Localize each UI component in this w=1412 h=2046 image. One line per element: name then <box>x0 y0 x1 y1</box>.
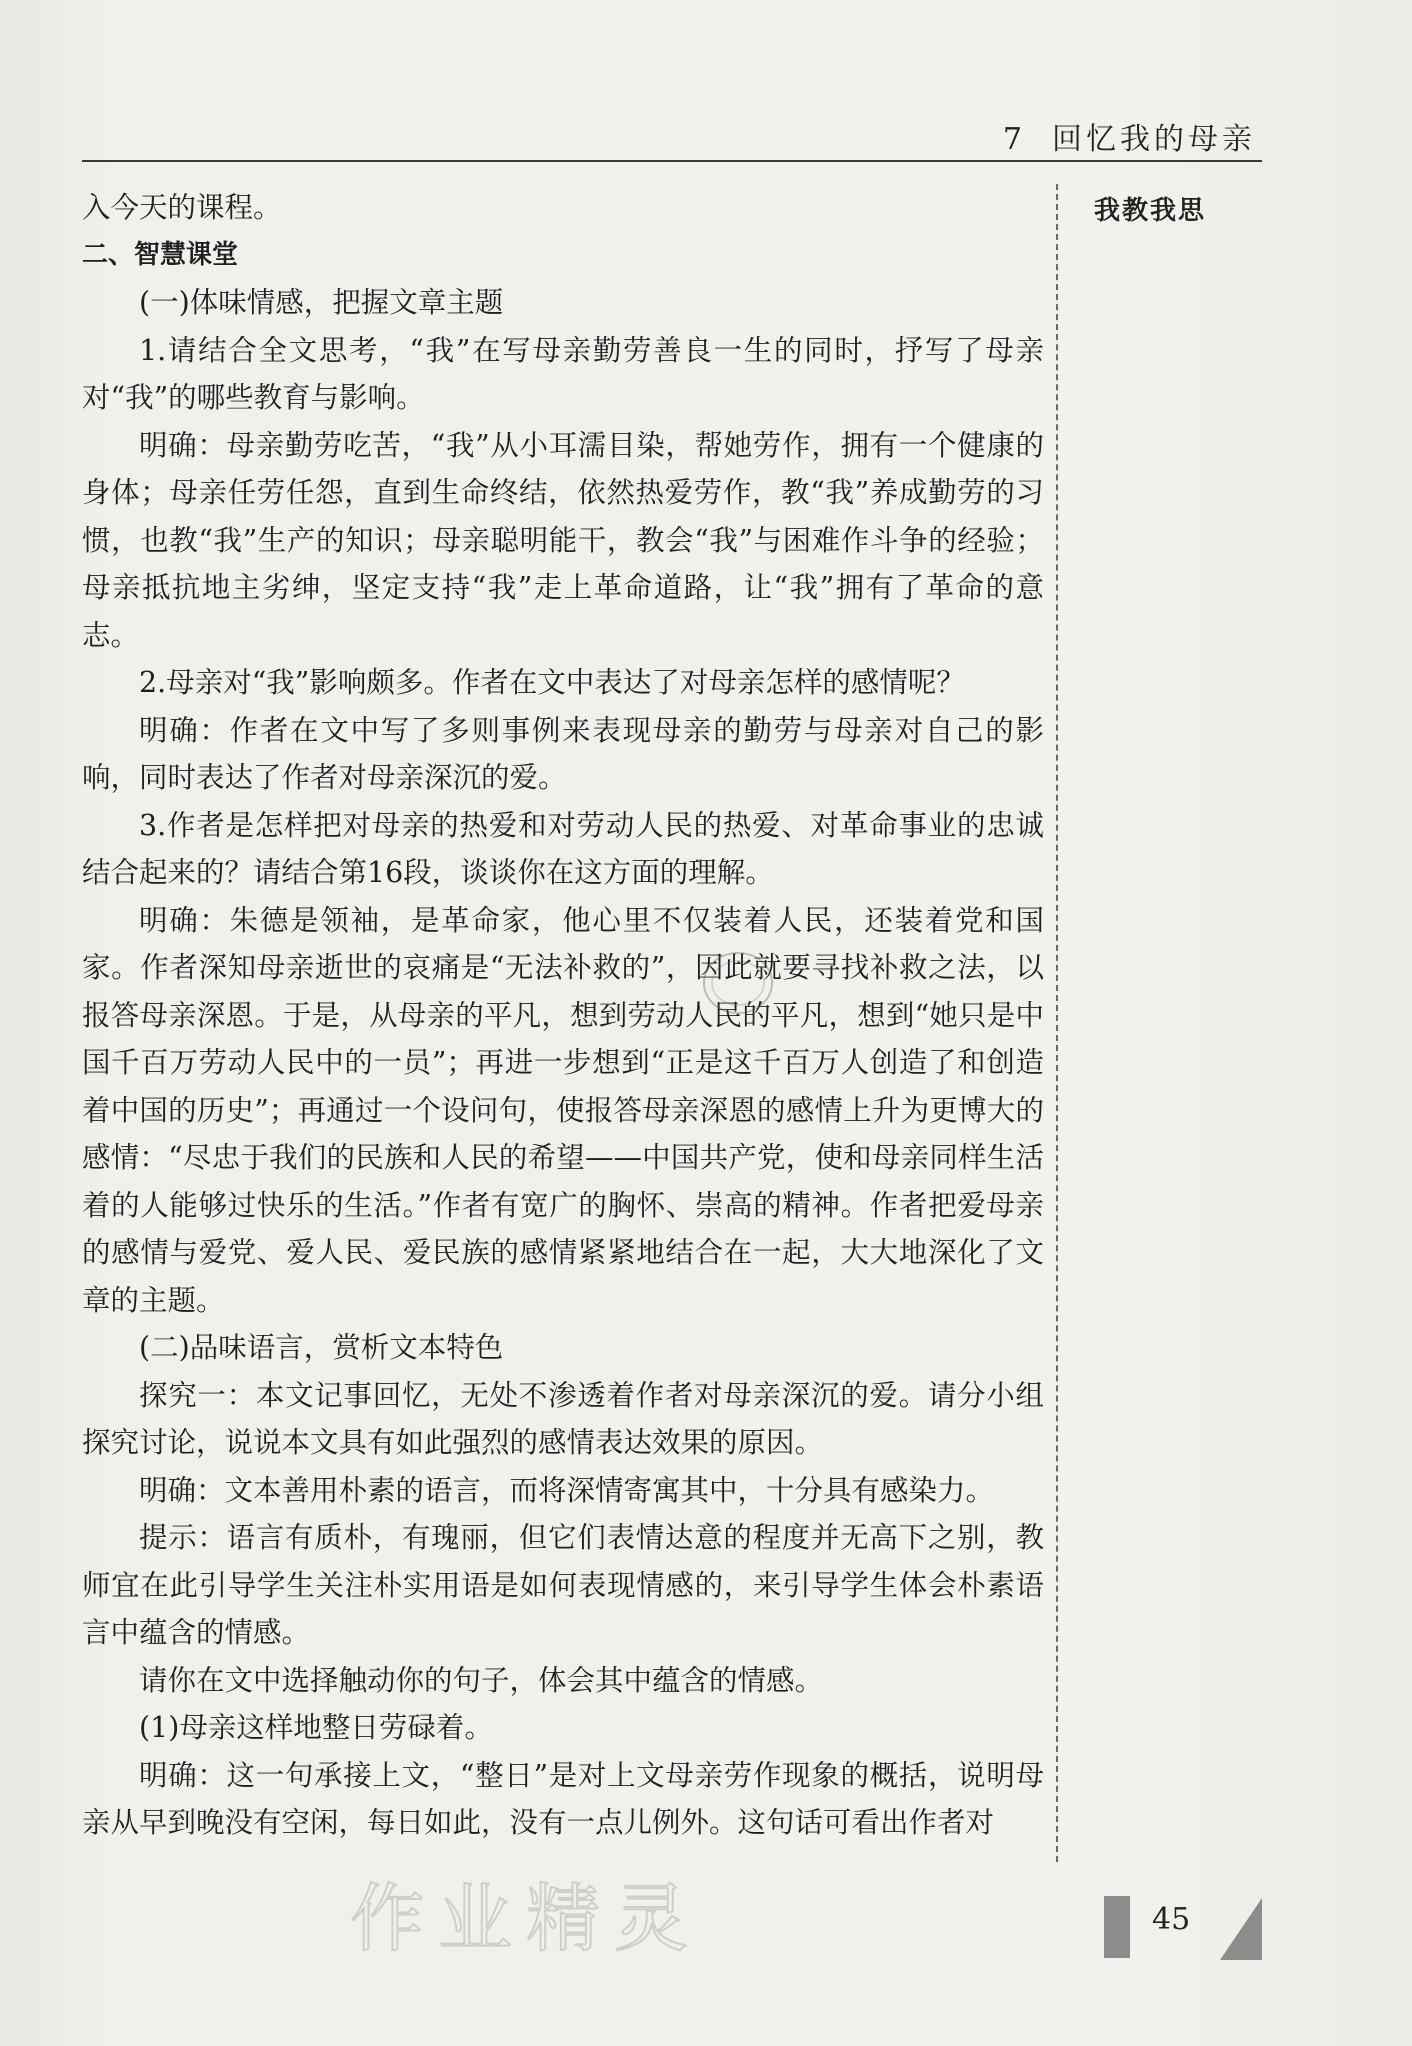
chapter-heading <box>1003 114 1256 158</box>
paragraph: 请你在文中选择触动你的句子，体会其中蕴含的情感。 <box>139 1663 824 1697</box>
sidebar-divider <box>1056 184 1058 1862</box>
watermark: 作业精灵 <box>350 1876 702 1962</box>
paragraph: 明确：这一句承接上文，“整日”是对上文母亲劳作现象的概括，说明母亲从早到晚没有空闲，每日如此，没有一点儿例外。这句话可看出作者对 <box>82 1758 1044 1839</box>
paragraph: (一)体味情感，把握文章主题 <box>139 286 504 319</box>
paragraph: 探究一：本文记事回忆，无处不渗透着作者对母亲深沉的爱。请分小组探究讨论，说说本文具有如此强烈的感情表达效果的原因。 <box>82 1378 1044 1459</box>
paragraph: 3.作者是怎样把对母亲的热爱和对劳动人民的热爱、对革命事业的忠诚结合起来的？请结合第16段，谈谈你在这方面的理解。 <box>82 808 1044 889</box>
paragraph: (1)母亲这样地整日劳碌着。 <box>139 1711 493 1744</box>
page-header <box>82 108 1262 162</box>
paragraph: 入今天的课程。 <box>82 191 282 224</box>
sidebar-title: 我教我思 <box>1094 196 1207 226</box>
stamp-icon <box>700 948 776 1018</box>
page-number: 45 <box>1152 1902 1191 1937</box>
section-heading: 二、智慧课堂 <box>82 239 239 270</box>
corner-triangle-icon <box>1220 1898 1262 1960</box>
paragraph: 明确：朱德是领袖，是革命家，他心里不仅装着人民，还装着党和国家。作者深知母亲逝世的哀痛是“无法补救的”，因此就要寻找补救之法，以报答母亲深恩。于是，从母亲的平凡，想到劳动人民的平凡，想到“她只是中国千百万劳动人民中的一员”；再进一步想到“正是这千百万人创造了和创造着中国的历史”；再通过一个设问句，使报答母亲深恩的感情上升为更博大的感情：“尽忠于我们的民族和人民的希望——中国共产党，使和母亲同样生活着的人能够过快乐的生活。”作者有宽广的胸怀、崇高的精神。作者把爱母亲的感情与爱党、爱人民、爱民族的感情紧紧地结合在一起，大大地深化了文章的主题。 <box>82 903 1044 1317</box>
paragraph: (二)品味语言，赏析文本特色 <box>139 1331 504 1364</box>
chapter-title: 回忆我的母亲 <box>1052 122 1256 157</box>
paragraph: 1.请结合全文思考，“我”在写母亲勤劳善良一生的同时，抒写了母亲对“我”的哪些教育与影响。 <box>82 333 1044 414</box>
paragraph: 2.母亲对“我”影响颇多。作者在文中表达了对母亲怎样的感情呢？ <box>139 666 965 699</box>
chapter-number: 7 <box>1002 122 1026 157</box>
page-tab-mark <box>1104 1896 1130 1958</box>
paragraph: 明确：文本善用朴素的语言，而将深情寄寓其中，十分具有感染力。 <box>139 1473 995 1507</box>
main-text <box>82 184 1044 1847</box>
paragraph: 明确：作者在文中写了多则事例来表现母亲的勤劳与母亲对自己的影响，同时表达了作者对母亲深沉的爱。 <box>82 713 1044 794</box>
paragraph: 明确：母亲勤劳吃苦，“我”从小耳濡目染，帮她劳作，拥有一个健康的身体；母亲任劳任怨，直到生命终结，依然热爱劳作，教“我”养成勤劳的习惯，也教“我”生产的知识；母亲聪明能干，教会“我”与困难作斗争的经验；母亲抵抗地主劣绅，坚定支持“我”走上革命道路，让“我”拥有了革命的意志。 <box>82 428 1044 652</box>
paragraph: 提示：语言有质朴，有瑰丽，但它们表情达意的程度并无高下之别，教师宜在此引导学生关注朴实用语是如何表现情感的，来引导学生体会朴素语言中蕴含的情感。 <box>82 1521 1044 1649</box>
